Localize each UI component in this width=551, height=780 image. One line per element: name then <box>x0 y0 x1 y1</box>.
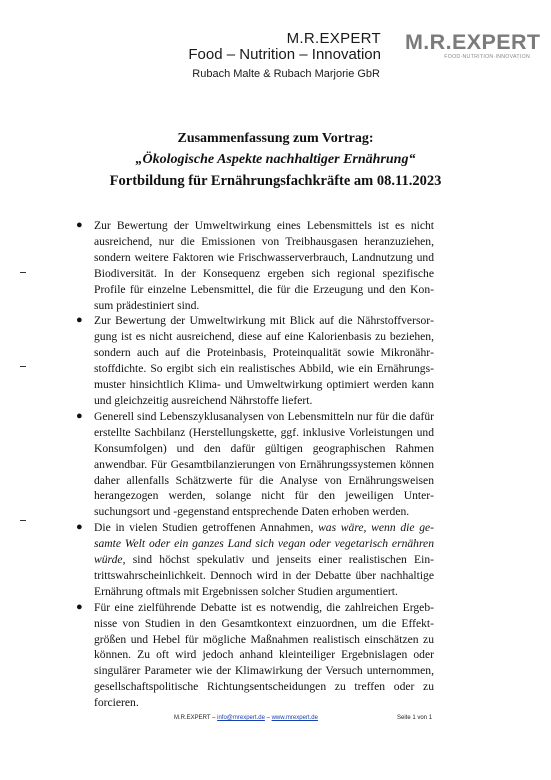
email-link[interactable]: info@mrexpert.de <box>217 715 265 721</box>
page-number: Seite 1 von 1 <box>397 715 433 721</box>
company-logo <box>405 30 541 60</box>
header-tagline: Food – Nutrition – Innovation <box>188 46 381 63</box>
header-company-name: M.R.EXPERT <box>286 30 381 47</box>
logo-subtext: FOOD·NUTRITION·INNOVATION <box>444 54 530 60</box>
bullet-text: Für eine zielführende Debatte ist es notwendig, die zahlreichen Ergebnisse von Studien in den Gesamtkontext einzuordnen, um die Effektgrößen und Hebel für mögliche Maßnahmen realistisch einschätzen zu können. Zu oft wird jedoch anhand kleinteiliger Ergebnislagen oder singulärer Parameter wie der Klimawirkung der Versuch unternommen, gesellschaftspolitische Richtungsentscheidungen zu treffen oder zu forcieren. <box>94 600 434 710</box>
event-subtitle: Fortbildung für Ernährungsfachkräfte am 08.11.2023 <box>109 173 442 189</box>
bullet-text: Zur Bewertung der Umweltwirkung mit Blick auf die Nährstoffversorgung ist es nicht ausreichend, diese auf eine Kalorienbasis zu beziehen, sondern auch auf die Proteinbasis, Proteinqualität sowie Mikronährstoffdichte. So ergibt sich ein realistisches Abbild, wie ein Ernährungsmuster hinsichtlich Klima- und Umweltwirkung optimiert werden kann und gleichzeitig ausreichend Nährstoffe liefert. <box>94 314 434 407</box>
punch-mark <box>20 366 26 367</box>
list-item <box>62 409 434 520</box>
list-item <box>62 218 434 313</box>
fold-mark <box>20 520 26 521</box>
fold-mark <box>20 272 26 273</box>
logo-wordmark: M.R.EXPERT <box>405 30 541 54</box>
footer-contact <box>174 715 318 721</box>
bullet-text: Zur Bewertung der Umweltwirkung eines Lebensmittels ist es nicht ausreichend, nur die Emissionen von Treibhausgasen heranzuziehen, sondern weitere Faktoren wie Frischwasserverbrauch, Landnutzung und Biodiversität. In der Konsequenz ergeben sich regional spezifische Profile für einzelne Lebensmittel, die für die Erzeugung und den Konsum prädestiniert sind. <box>94 219 434 312</box>
bullet-text-start: Die in vielen Studien getroffenen Annahmen, <box>94 521 319 535</box>
footer-company: M.R.EXPERT – <box>174 715 218 721</box>
bullet-icon: ● <box>76 314 83 327</box>
lecture-title: „Ökologische Aspekte nachhaltiger Ernährung“ <box>135 152 416 167</box>
document-title: Zusammenfassung zum Vortrag: <box>177 131 374 146</box>
summary-bullet-list <box>62 218 434 711</box>
list-item <box>62 600 434 711</box>
bullet-icon: ● <box>76 521 83 534</box>
bullet-text-end: , sind höchst spekulativ und jenseits einer realistischen Eintrittswahrscheinlichkeit. Dennoch wird in der Debatte über nachhaltige Ernährung oftmals mit Ergebnissen solcher Studien argumentiert. <box>94 553 434 598</box>
website-link[interactable]: www.mrexpert.de <box>271 715 318 721</box>
bullet-icon: ● <box>76 219 83 231</box>
bullet-icon: ● <box>76 409 83 422</box>
footer-separator: – <box>264 715 272 721</box>
bullet-text-italic: was wäre, wenn die gesamte Welt oder ein ganzes Land sich vegan oder vegetarisch ernähren würde <box>94 521 435 567</box>
header-owners: Rubach Malte & Rubach Marjorie GbR <box>192 68 380 80</box>
list-item <box>62 313 434 408</box>
list-item <box>62 520 434 600</box>
bullet-icon: ● <box>76 600 83 613</box>
bullet-text: Generell sind Lebenszyklusanalysen von Lebensmitteln nur für die dafür erstellte Sachbilanz (Herstellungskette, ggf. inklusive Vorleistungen und Konsumfolgen) und den dafür gültigen geographischen Rahmen anwendbar. Für Gesamtbilanzierungen von Ernährungssystemen können daher allenfalls Schätzwerte für die Analyse von Ernährungsweisen herangezogen werden, solange nicht für den jeweiligen Untersuchungsort und -gegenstand entsprechende Daten erhoben werden. <box>94 409 434 519</box>
